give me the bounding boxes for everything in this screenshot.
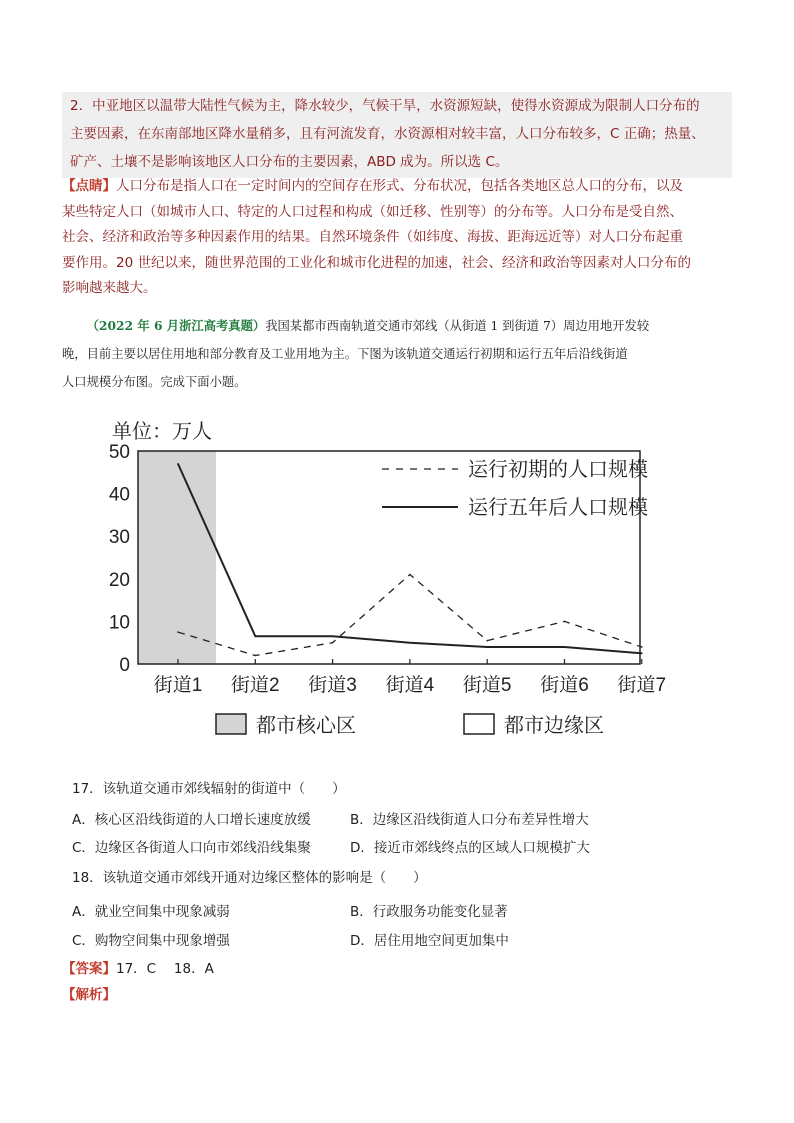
q17-option-a[interactable]: A．核心区沿线街道的人口增长速度放缓 [72, 812, 311, 828]
data-point [564, 621, 566, 623]
data-point [486, 646, 488, 648]
explanation-line: 2．中亚地区以温带大陆性气候为主，降水较少，气候干旱，水资源短缺，使得水资源成为限制人口分布的 [70, 98, 700, 114]
note-line: 人口分布是指人口在一定时间内的空间存在形式、分布状况，包括各类地区总人口的分布，以及 [116, 178, 683, 194]
explanation-line: 矿产、土壤不是影响该地区人口分布的主要因素，ABD 成为。所以选 C。 [70, 154, 509, 170]
zone-legend-label: 都市边缘区 [504, 715, 604, 737]
core-zone-shade [138, 451, 216, 664]
analysis-tag: 【解析】 [62, 987, 116, 1003]
analysis-line [62, 983, 116, 1003]
y-tick-label: 20 [108, 569, 130, 591]
data-point [409, 574, 411, 576]
y-tick-label: 0 [119, 655, 130, 676]
answer-line [62, 957, 214, 977]
intro-line: 人口规模分布图。完成下面小题。 [62, 375, 247, 389]
x-tick-label: 街道3 [308, 675, 357, 696]
data-point [332, 642, 334, 644]
data-point [641, 653, 643, 655]
explanation-box [62, 92, 732, 178]
x-tick-label: 街道1 [153, 675, 203, 696]
explanation-line: 主要因素，在东南部地区降水量稍多，且有河流发育，水资源相对较丰富，人口分布较多，C 正确；热量、 [70, 126, 705, 142]
note-line: 某些特定人口（如城市人口、特定的人口过程和构成（如迁移、性别等）的分布等。人口分布是受自然、 [62, 203, 683, 220]
x-tick-label: 街道4 [385, 675, 435, 696]
q17-option-d[interactable]: D．接近市郊线终点的区域人口规模扩大 [350, 840, 590, 856]
data-point [255, 655, 257, 657]
intro-line: 晚，目前主要以居住用地和部分教育及工业用地为主。下图为该轨道交通运行初期和运行五年后沿线街道 [62, 347, 628, 361]
intro-line: 我国某都市西南轨道交通市郊线（从街道 1 到街道 7）周边用地开发较 [265, 319, 650, 333]
data-point [177, 631, 179, 633]
data-point [409, 642, 411, 644]
note-line: 要作用。20 世纪以来，随世界范围的工业化和城市化进程的加速，社会、经济和政治等因素对人口分布的 [62, 254, 691, 271]
question-intro [62, 312, 732, 396]
q17-option-c[interactable]: C．边缘区各街道人口向市郊线沿线集聚 [72, 840, 311, 856]
q17-stem: 17．该轨道交通市郊线辐射的街道中（ ） [72, 781, 346, 797]
x-tick-label: 街道5 [462, 675, 512, 696]
q18-option-c[interactable]: C．购物空间集中现象增强 [72, 933, 230, 949]
note-tag: 【点睛】 [62, 178, 116, 194]
note-line: 社会、经济和政治等多种因素作用的结果。自然环境条件（如纬度、海拔、距海远近等）对人口分布起重 [62, 229, 683, 245]
zone-legend-swatch [464, 714, 494, 734]
zone-legend-label: 都市核心区 [256, 715, 356, 737]
y-tick-label: 10 [108, 612, 130, 634]
data-point [641, 646, 643, 648]
q18-stem: 18．该轨道交通市郊线开通对边缘区整体的影响是（ ） [72, 870, 427, 886]
zone-legend-swatch [216, 714, 246, 734]
x-tick-label: 街道2 [231, 675, 280, 696]
data-point [486, 640, 488, 642]
data-point [332, 636, 334, 638]
data-point [255, 636, 257, 638]
x-tick-label: 街道6 [540, 675, 589, 696]
answer-tag: 【答案】 [62, 961, 116, 977]
q18-option-d[interactable]: D．居住用地空间更加集中 [350, 933, 509, 949]
answer-text: 17．C 18．A [116, 961, 214, 977]
y-tick-label: 30 [108, 527, 130, 549]
y-tick-label: 40 [108, 484, 130, 506]
q17-option-b[interactable]: B．边缘区沿线街道人口分布差异性增大 [350, 812, 589, 828]
note-section [62, 174, 732, 302]
q18-option-b[interactable]: B．行政服务功能变化显著 [350, 904, 508, 920]
legend-label: 运行五年后人口规模 [468, 497, 648, 519]
data-point [564, 646, 566, 648]
legend-label: 运行初期的人口规模 [468, 459, 648, 481]
data-point [177, 463, 179, 465]
y-axis-label: 单位：万人 [112, 421, 212, 443]
q18-option-a[interactable]: A．就业空间集中现象减弱 [72, 904, 230, 920]
y-tick-label: 50 [108, 442, 130, 463]
x-tick-label: 街道7 [617, 675, 667, 696]
question-source: （2022 年 6 月浙江高考真题） [86, 318, 266, 333]
note-line: 影响越来越大。 [62, 280, 157, 296]
five-year-population-line [178, 464, 642, 654]
population-chart [90, 405, 710, 750]
